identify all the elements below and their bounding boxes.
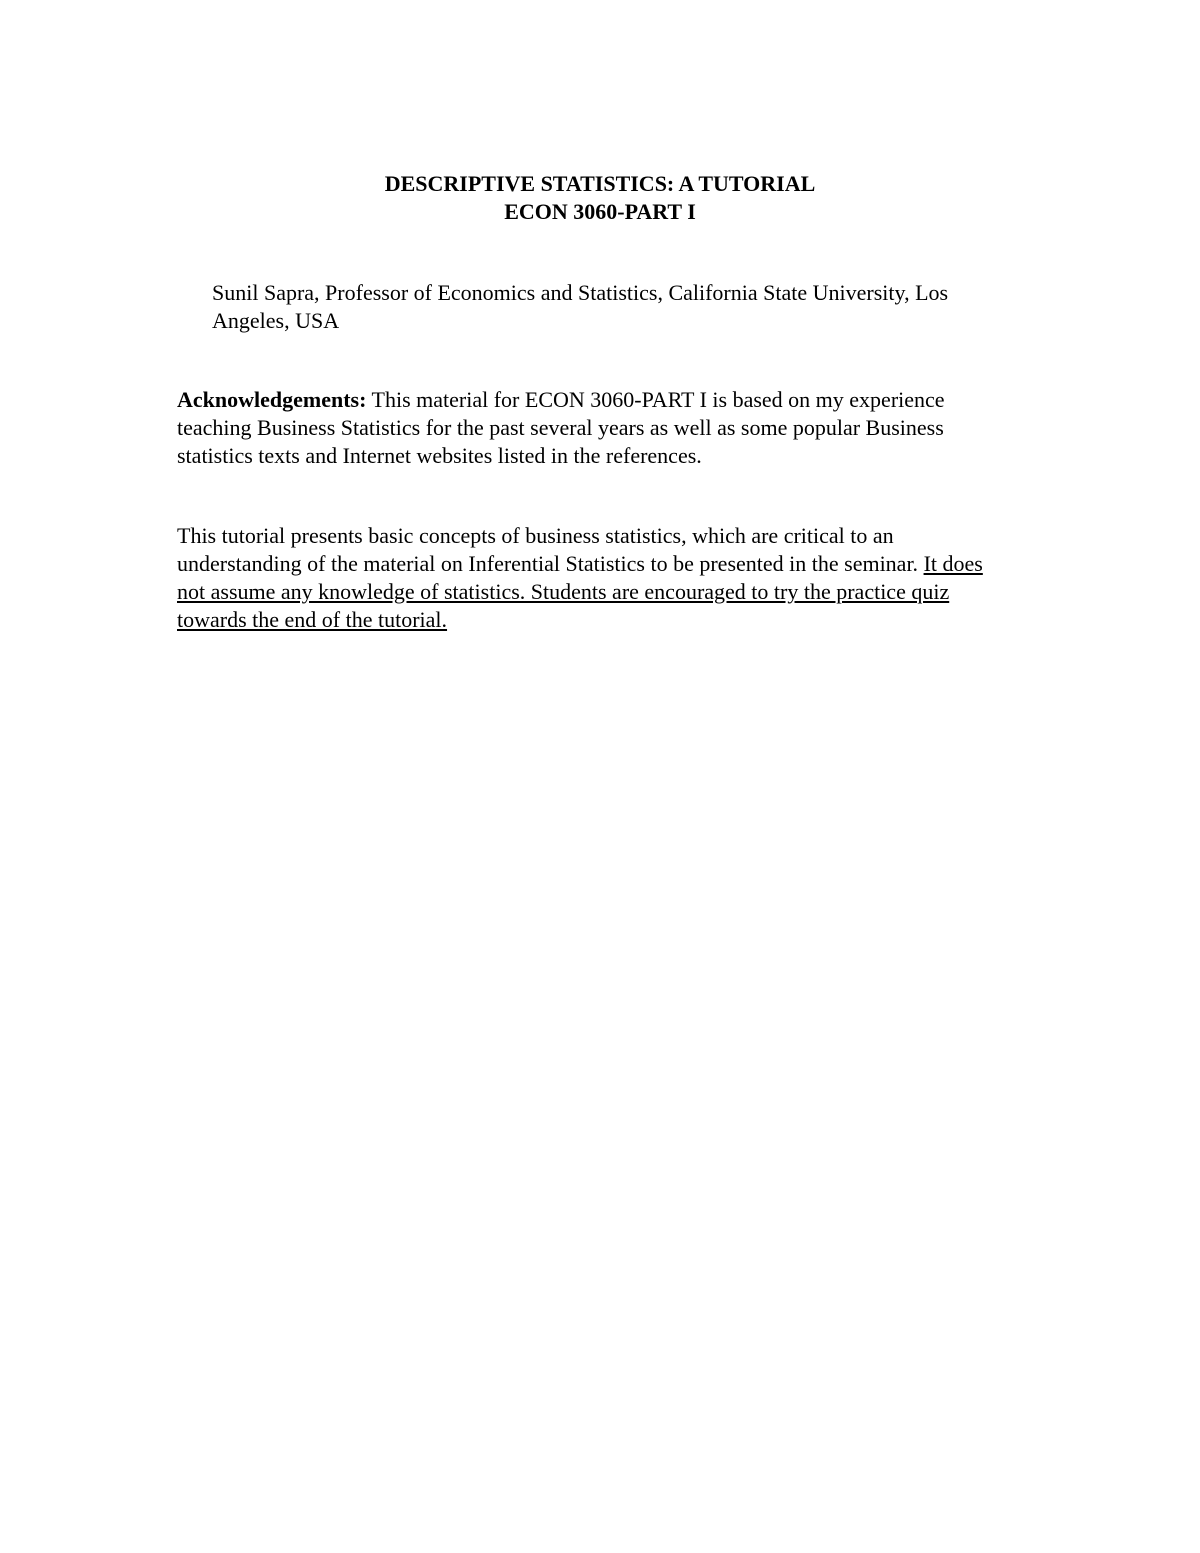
acknowledgements-label: Acknowledgements: bbox=[177, 387, 367, 412]
title-line-2: ECON 3060-PART I bbox=[504, 199, 696, 224]
acknowledgements-text: This material for ECON 3060-PART I is based on my experience teaching Business Statistics for the past several years as well as some popular Business statistics texts and Internet websites listed in the references. bbox=[177, 387, 945, 468]
intro-paragraph bbox=[177, 522, 1012, 634]
author-line: Sunil Sapra, Professor of Economics and Statistics, California State University, Los Angeles, USA bbox=[212, 280, 949, 333]
intro-plain-text: This tutorial presents basic concepts of business statistics, which are critical to an understanding of the material on Inferential Statistics to be presented in the seminar. bbox=[177, 523, 924, 576]
document-title bbox=[0, 170, 1200, 226]
intro-underlined-text: It does not assume any knowledge of statistics. Students are encouraged to try the practice quiz towards the end of the tutorial. bbox=[177, 551, 983, 632]
title-line-1: DESCRIPTIVE STATISTICS: A TUTORIAL bbox=[384, 171, 816, 196]
acknowledgements-paragraph bbox=[177, 386, 1012, 470]
